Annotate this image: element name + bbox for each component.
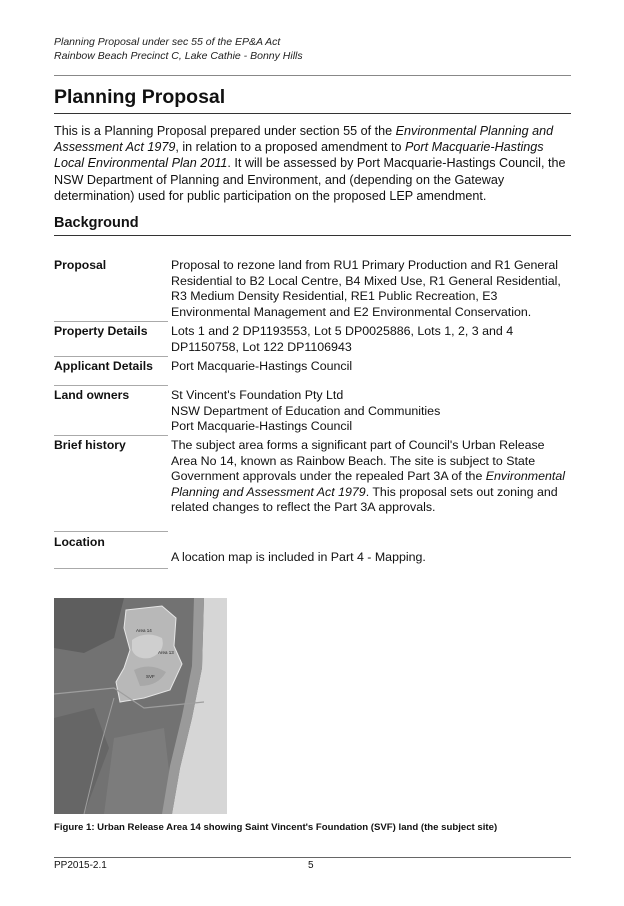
value-brief-history: The subject area forms a significant part of Council's Urban Release Area No 14, known as Rainbow Beach. The site is subject to State Government approvals under the repealed Part 3A of the Environmental Planning and Assessment Act 1979. This proposal sets out zoning and related changes to reflect the Part 3A approvals. xyxy=(171,438,565,514)
footer-document-id: PP2015-2.1 xyxy=(54,860,107,871)
value-proposal: Proposal to rezone land from RU1 Primary Production and R1 General Residential to B2 Local Centre, B4 Mixed Use, R1 General Residential, R3 Medium Density Residential, RE1 Public Recreation, E3 Environmental Management and E2 Environmental Conservation. xyxy=(171,258,561,319)
header-divider xyxy=(54,75,571,76)
label-location: Location xyxy=(54,535,105,549)
label-divider xyxy=(54,385,168,386)
label-property-details: Property Details xyxy=(54,324,148,338)
value-property-details: Lots 1 and 2 DP1193553, Lot 5 DP0025886, Lots 1, 2, 3 and 4 DP1150758, Lot 122 DP1106943 xyxy=(171,324,514,354)
header-line-1: Planning Proposal under sec 55 of the EP&A Act xyxy=(54,36,281,48)
value-applicant-details: Port Macquarie-Hastings Council xyxy=(171,359,353,373)
label-divider xyxy=(54,568,168,569)
map-label: Area 13 xyxy=(158,650,174,655)
map-graphic xyxy=(54,598,227,814)
footer-divider xyxy=(54,857,571,858)
page-number: 5 xyxy=(308,860,314,871)
map-label: Area 14 xyxy=(136,628,152,633)
owner-item: Port Macquarie-Hastings Council xyxy=(171,419,353,433)
page-title: Planning Proposal xyxy=(54,86,226,108)
map-label: SVF xyxy=(146,674,155,679)
label-brief-history: Brief history xyxy=(54,438,126,452)
intro-paragraph: This is a Planning Proposal prepared under section 55 of the Environmental Planning and Assessment Act 1979, in relation to a proposed amendment to Port Macquarie-Hastings Local Environmental Plan 2011. It will be assessed by Port Macquarie-Hastings Council, the NSW Department of Planning and Environment, and (depending on the Gateway determination) used for public participation on the proposed LEP amendment. xyxy=(54,124,566,203)
section-divider xyxy=(54,235,571,236)
label-divider xyxy=(54,356,168,357)
label-proposal: Proposal xyxy=(54,258,107,272)
owner-item: St Vincent's Foundation Pty Ltd xyxy=(171,388,344,402)
figure-caption: Figure 1: Urban Release Area 14 showing Saint Vincent's Foundation (SVF) land (the subject site) xyxy=(54,822,498,833)
header-line-2: Rainbow Beach Precinct C, Lake Cathie - Bonny Hills xyxy=(54,49,303,62)
title-divider xyxy=(54,113,571,114)
value-location: A location map is included in Part 4 - Mapping. xyxy=(171,550,426,564)
section-heading-background: Background xyxy=(54,215,139,231)
value-land-owners xyxy=(171,388,571,435)
label-land-owners: Land owners xyxy=(54,388,130,402)
location-map-image xyxy=(54,598,227,814)
owner-item: NSW Department of Education and Communities xyxy=(171,403,441,418)
running-header xyxy=(54,36,303,63)
label-applicant-details: Applicant Details xyxy=(54,359,153,373)
label-divider xyxy=(54,435,168,436)
label-divider xyxy=(54,321,168,322)
label-divider xyxy=(54,531,168,532)
